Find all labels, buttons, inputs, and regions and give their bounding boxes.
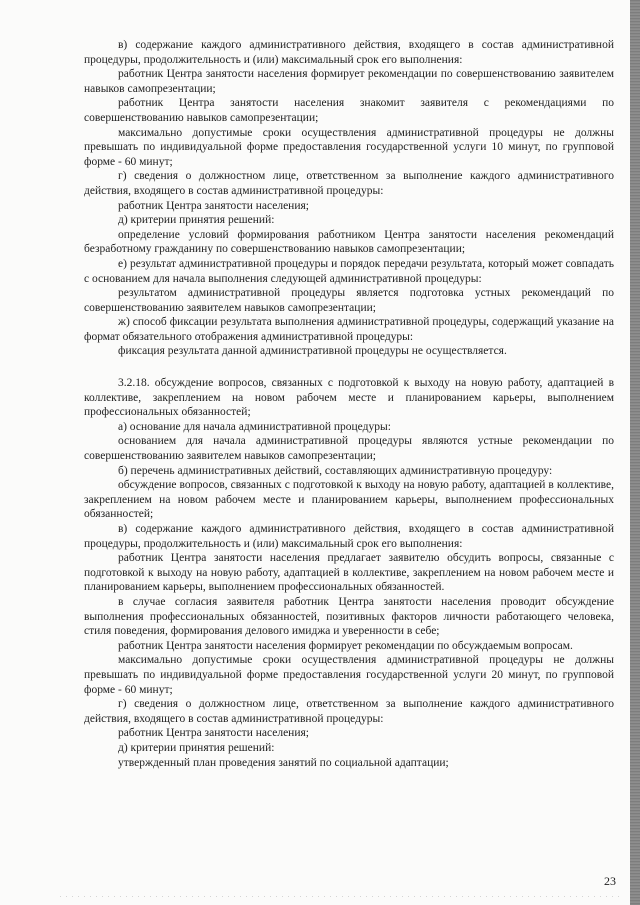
paragraph: в) содержание каждого административного действия, входящего в состав административной процедуры, продолжительность и (или) максимальный срок его выполнения: — [84, 39, 614, 66]
paragraph: работник Центра занятости населения; — [118, 199, 309, 212]
paragraph: обсуждение вопросов, связанных с подготовкой к выходу на новую работу, адаптацией в коллективе, закреплением на новом рабочем месте и планированием карьеры, выполнением профессиональных обязанностей; — [84, 479, 614, 521]
paragraph: работник Центра занятости населения формирует рекомендации по обсуждаемым вопросам. — [118, 639, 573, 652]
paragraph: определение условий формирования работником Центра занятости населения рекомендаций безработному гражданину по совершенствованию навыков самопрезентации; — [84, 228, 614, 256]
page-number: 23 — [604, 874, 616, 888]
section-gap — [84, 359, 614, 376]
document-body — [84, 38, 614, 770]
paragraph: е) результат административной процедуры и порядок передачи результата, который может совпадать с основанием для начала выполнения следующей административной процедуры: — [84, 257, 614, 285]
scan-artifact-line — [60, 896, 620, 897]
paragraph: в случае согласия заявителя работник Центра занятости населения проводит обсуждение выполнения профессиональных обязанностей, позитивных факторов личности работающего человека, стиля поведения, формирования делового имиджа и уверенности в себе; — [84, 595, 614, 638]
scan-edge — [630, 0, 640, 905]
paragraph: ж) способ фиксации результата выполнения административной процедуры, содержащий указание на формат обязательного отображения административной процедуры: — [84, 316, 614, 343]
paragraph: основанием для начала административной процедуры являются устные рекомендации по совершенствованию заявителем навыков самопрезентации; — [84, 435, 614, 463]
paragraph: работник Центра занятости населения формирует рекомендации по совершенствованию заявителем навыков самопрезентации; — [84, 68, 614, 95]
paragraph: работник Центра занятости населения предлагает заявителю обсудить вопросы, связанные с подготовкой к выходу на новую работу, адаптацией в коллективе, закреплением на новом рабочем месте и планированием карьеры, выполнением профессиональных обязанностей. — [84, 552, 614, 594]
paragraph: работник Центра занятости населения; — [118, 727, 309, 740]
paragraph: д) критерии принятия решений: — [118, 214, 275, 227]
paragraph: работник Центра занятости населения знакомит заявителя с рекомендациями по совершенствованию навыков самопрезентации; — [84, 97, 614, 124]
paragraph: фиксация результата данной административной процедуры не осуществляется. — [118, 345, 507, 358]
section-3-2-18 — [84, 376, 614, 770]
paragraph: максимально допустимые сроки осуществления административной процедуры не должны превышать по индивидуальной форме предоставления государственной услуги 20 минут, по групповой форме - 60 минут; — [84, 654, 614, 696]
paragraph: утвержденный план проведения занятий по социальной адаптации; — [118, 756, 449, 769]
paragraph: г) сведения о должностном лице, ответственном за выполнение каждого административного действия, входящего в состав административной процедуры: — [84, 698, 614, 725]
paragraph: результатом административной процедуры является подготовка устных рекомендаций по совершенствованию заявителем навыков самопрезентации; — [84, 287, 614, 314]
paragraph: в) содержание каждого административного действия, входящего в состав административной процедуры, продолжительность и (или) максимальный срок его выполнения: — [84, 523, 614, 550]
paragraph: максимально допустимые сроки осуществления административной процедуры не должны превышать по индивидуальной форме предоставления государственной услуги 10 минут, по групповой форме - 60 минут; — [84, 126, 614, 168]
paragraph: а) основание для начала административной процедуры: — [118, 420, 391, 433]
section-heading-paragraph: 3.2.18. обсуждение вопросов, связанных с подготовкой к выходу на новую работу, адаптацией в коллективе, закреплением на новом рабочем месте и планированием карьеры, выполнением профессиональных обязанностей; — [84, 377, 614, 419]
paragraph: г) сведения о должностном лице, ответственном за выполнение каждого административного действия, входящего в состав административной процедуры: — [84, 170, 614, 197]
paragraph: д) критерии принятия решений: — [118, 741, 275, 754]
section-procedure-self-presentation — [84, 38, 614, 359]
paragraph: б) перечень административных действий, составляющих административную процедуру: — [118, 464, 553, 477]
